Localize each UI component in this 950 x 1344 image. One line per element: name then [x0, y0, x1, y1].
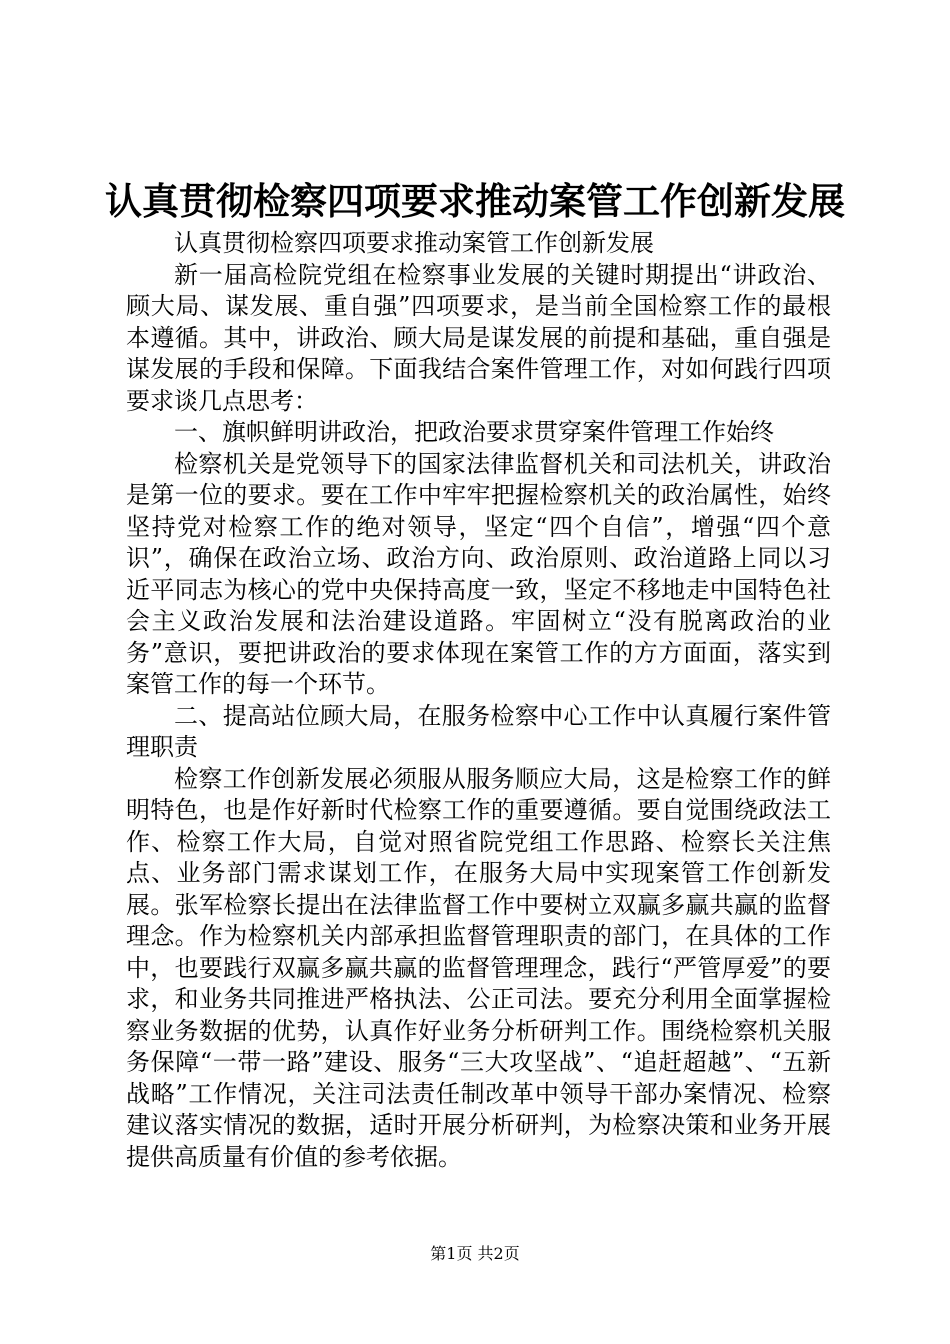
document-body	[126, 228, 831, 1173]
page-number: 第1页 共2页	[430, 1244, 520, 1263]
section-heading-1: 一、旗帜鲜明讲政治，把政治要求贯穿案件管理工作始终	[174, 418, 774, 446]
paragraph-subtitle: 认真贯彻检察四项要求推动案管工作创新发展	[174, 229, 654, 257]
page-title: 认真贯彻检察四项要求推动案管工作创新发展	[105, 179, 845, 223]
paragraph-section-1: 检察机关是党领导下的国家法律监督机关和司法机关，讲政治是第一位的要求。要在工作中牢牢把握检察机关的政治属性，始终坚持党对检察工作的绝对领导，坚定“四个自信”，增强“四个意识”，确保在政治立场、政治方向、政治原则、政治道路上同以习近平同志为核心的党中央保持高度一致，坚定不移地走中国特色社会主义政治发展和法治建设道路。牢固树立“没有脱离政治的业务”意识，要把讲政治的要求体现在案管工作的方方面面，落实到案管工作的每一个环节。	[126, 449, 831, 698]
page-footer	[0, 1243, 950, 1265]
section-heading-2: 二、提高站位顾大局，在服务检察中心工作中认真履行案件管理职责	[126, 701, 831, 761]
paragraph-section-2: 检察工作创新发展必须服从服务顺应大局，这是检察工作的鲜明特色，也是作好新时代检察工作的重要遵循。要自觉围绕政法工作、检察工作大局，自觉对照省院党组工作思路、检察长关注焦点、业务部门需求谋划工作，在服务大局中实现案管工作创新发展。张军检察长提出在法律监督工作中要树立双赢多赢共赢的监督理念。作为检察机关内部承担监督管理职责的部门，在具体的工作中，也要践行双赢多赢共赢的监督管理理念，践行“严管厚爱”的要求，和业务共同推进严格执法、公正司法。要充分利用全面掌握检察业务数据的优势，认真作好业务分析研判工作。围绕检察机关服务保障“一带一路”建设、服务“三大攻坚战”、“追赶超越”、“五新战略”工作情况，关注司法责任制改革中领导干部办案情况、检察建议落实情况的数据，适时开展分析研判，为检察决策和业务开展提供高质量有价值的参考依据。	[126, 764, 831, 1171]
paragraph-intro: 新一届高检院党组在检察事业发展的关键时期提出“讲政治、顾大局、谋发展、重自强”四项要求，是当前全国检察工作的最根本遵循。其中，讲政治、顾大局是谋发展的前提和基础，重自强是谋发展的手段和保障。下面我结合案件管理工作，对如何践行四项要求谈几点思考：	[126, 260, 831, 415]
